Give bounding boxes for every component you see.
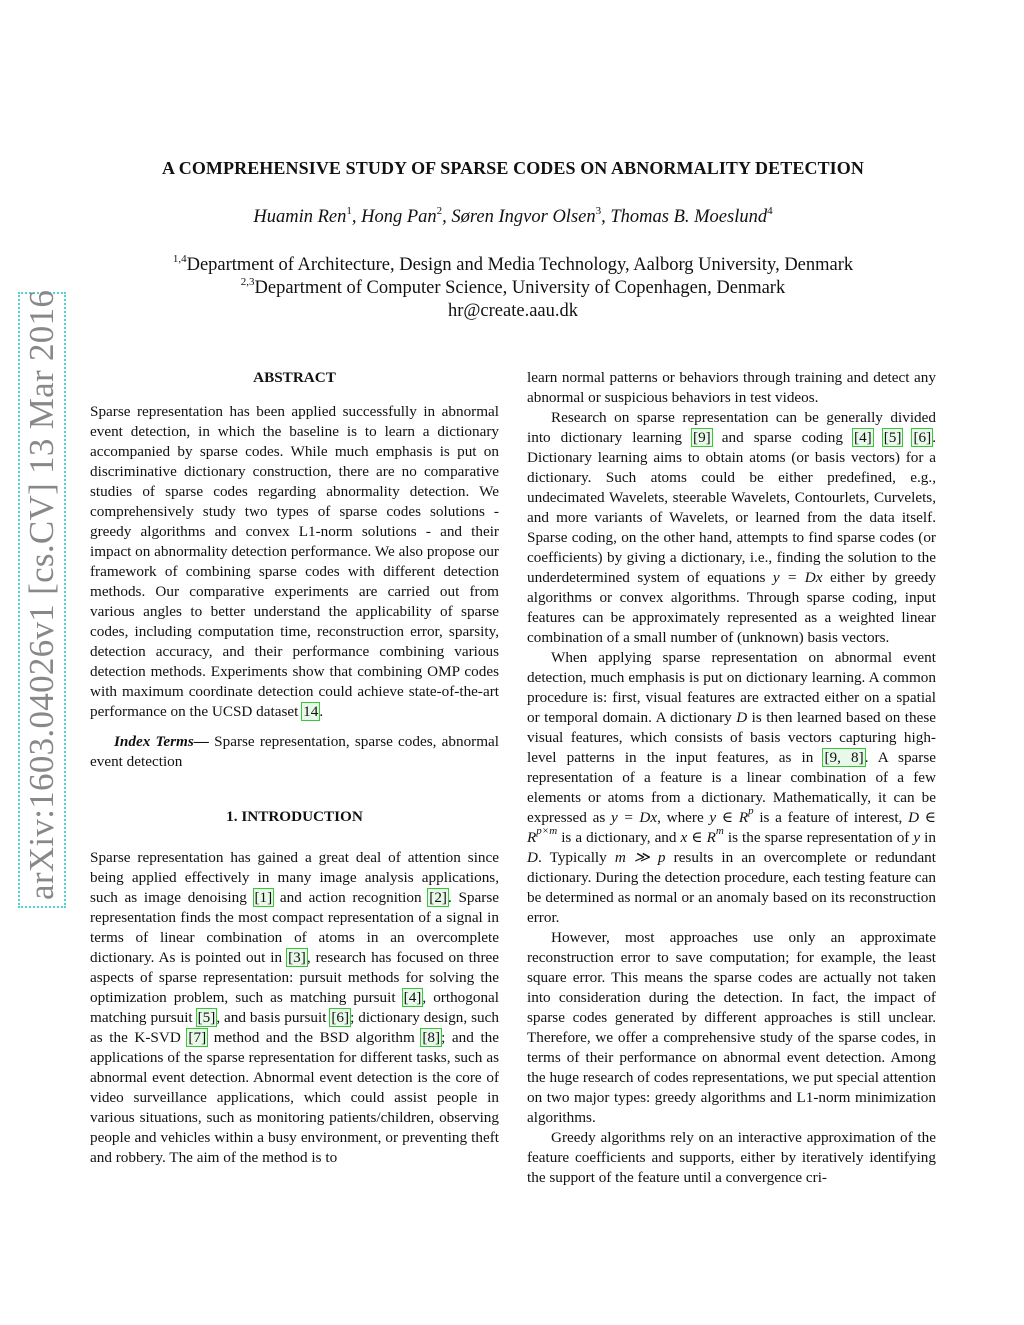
text: method and the BSD algorithm xyxy=(207,1029,422,1046)
author-name: Hong Pan xyxy=(361,207,437,227)
math-superscript: p xyxy=(748,805,754,817)
text: Sparse representation has gained a great deal of attention since being applied effectively in many image analysis applications, such as image denoising xyxy=(90,849,499,906)
affiliation-sup: 1,4 xyxy=(172,253,187,265)
text: is the sparse representation of xyxy=(723,829,914,846)
citation-link[interactable]: [4] xyxy=(854,429,872,446)
right-column xyxy=(527,368,936,1188)
text: ; and the applications of the sparse representation for different tasks, such as abnormal event detection. Abnormal event detection is the core of video surveillance applications, which could assist people in various situations, such as monitoring patients/children, observing people and vehicles within a busy environment, or preventing theft and robbery. The aim of the method is to xyxy=(90,1029,499,1166)
text: results in an overcomplete or redundant dictionary. During the detection procedure, each testing feature can be determined as normal or an anomaly based on its reconstruction error. xyxy=(527,849,936,926)
affiliation-line xyxy=(90,254,936,277)
citation-link[interactable]: [8] xyxy=(422,1029,441,1046)
text: When applying sparse representation on abnormal event detection, much emphasis is put on dictionary learning. A common procedure is: first, visual features are extracted either on a spatial or temporal domain. A dictionary xyxy=(527,649,936,726)
author-name: Søren Ingvor Olsen xyxy=(451,207,596,227)
author-sup: 1 xyxy=(346,205,352,217)
text: , where xyxy=(657,809,710,826)
text: is a feature of interest, xyxy=(753,809,909,826)
affiliation-sup: 2,3 xyxy=(240,276,255,288)
citation-link[interactable]: [5] xyxy=(197,1009,216,1026)
text: Research on sparse representation can be generally divided into dictionary learning xyxy=(527,409,936,446)
index-terms-label: Index Terms— xyxy=(114,733,209,750)
math-expression: y = Dx xyxy=(610,809,658,826)
abstract-text xyxy=(90,402,499,722)
text: ; dictionary design, such as the K-SVD xyxy=(90,1009,499,1046)
text: . Dictionary learning aims to obtain atoms (or basis vectors) for a dictionary. Such atoms could be either predefined, e.g., undecimated Wavelets, steerable Wavelets, Contourlets, Curvelets, and more variants of Wavelets, or learned from the data itself. Sparse coding, on the other hand, attempts to find sparse codes (or coefficients) by giving a dictionary, i.e., finding the solution to the underdetermined system of equations xyxy=(527,429,936,586)
author-sup: 4 xyxy=(767,205,773,217)
author-sup: 3 xyxy=(595,205,602,217)
citation-link[interactable]: [9] xyxy=(693,429,711,446)
left-column xyxy=(90,368,499,1168)
author-name: Thomas B. Moeslund xyxy=(610,207,768,227)
text: is a dictionary, and xyxy=(557,829,681,846)
text: in xyxy=(920,829,936,846)
text xyxy=(902,429,912,446)
text: , research has focused on three aspects of sparse representation: pursuit methods for solving the optimization problem, such as matching pursuit xyxy=(90,949,500,1006)
arxiv-stamp: arXiv:1603.04026v1 [cs.CV] 13 Mar 2016 xyxy=(18,292,66,908)
text: . Typically xyxy=(537,849,615,866)
citation-link[interactable]: [4] xyxy=(403,989,422,1006)
math-expression: y = Dx xyxy=(772,569,823,586)
intro-paragraph-3 xyxy=(527,408,936,648)
citation-link[interactable]: [6] xyxy=(913,429,932,446)
index-terms xyxy=(90,732,499,772)
math-expression: m ≫ p xyxy=(614,849,666,866)
citation-link[interactable]: [5] xyxy=(883,429,902,446)
text xyxy=(873,429,883,446)
paper-title: A COMPREHENSIVE STUDY OF SPARSE CODES ON ABNORMALITY DETECTION xyxy=(162,158,864,178)
citation-link[interactable]: [9, 8] xyxy=(824,749,864,766)
intro-heading: 1. INTRODUCTION xyxy=(226,808,363,825)
text: . Sparse representation finds the most compact representation of a signal in terms of linear combination of atoms in an overcomplete dictionary. As is pointed out in xyxy=(90,889,499,966)
intro-paragraph-4 xyxy=(527,648,936,928)
text: , orthogonal matching pursuit xyxy=(90,989,499,1026)
math-expression: y ∈ R xyxy=(709,809,749,826)
math-superscript: m xyxy=(715,825,724,837)
citation-link[interactable]: [3] xyxy=(288,949,306,966)
author-list: Huamin Ren$^1$, Hong Pan$^2$, Søren Ingvor Olsen$^3$, Thomas B. Moeslund$^4$ xyxy=(253,205,773,227)
intro-paragraph-2: learn normal patterns or behaviors through training and detect any abnormal or suspicious behaviors in test videos. xyxy=(527,369,936,406)
citation-link[interactable]: [7] xyxy=(188,1029,207,1046)
author-name: Huamin Ren xyxy=(253,207,347,227)
citation-link[interactable]: [1] xyxy=(254,889,273,906)
affiliation-text: Department of Architecture, Design and Media Technology, Aalborg University, Denmark xyxy=(186,255,854,275)
index-terms-text: Sparse representation, sparse codes, abnormal event detection xyxy=(90,733,500,770)
math-expression: D xyxy=(527,849,538,866)
intro-paragraph-5: However, most approaches use only an approximate reconstruction error to save computation; for example, the least square error. This means the sparse codes are actually not taken into consideration during the detection. In fact, the impact of sparse codes generated by different approaches is still unclear. Therefore, we offer a comprehensive study of the sparse codes, in terms of their performance on abnormal event detection. Among the huge research of codes representations, we put special attention on two major types: greedy algorithms and L1-norm minimization algorithms. xyxy=(527,929,936,1126)
email: hr@create.aau.dk xyxy=(447,301,578,321)
text: and sparse coding xyxy=(711,429,854,446)
text: , and basis pursuit xyxy=(216,1009,331,1026)
math-superscript: p×m xyxy=(536,825,558,837)
affiliation-text: Department of Computer Science, University of Copenhagen, Denmark xyxy=(254,278,786,298)
math-expression: D xyxy=(736,709,748,726)
intro-paragraph-1 xyxy=(90,848,499,1168)
math-expression: y xyxy=(913,829,921,846)
abstract-heading: ABSTRACT xyxy=(253,369,336,386)
author-sup: 2 xyxy=(436,205,443,217)
intro-paragraph-6: Greedy algorithms rely on an interactive approximation of the feature coefficients and supports, either by iteratively identifying the support of the feature until a convergence cri- xyxy=(527,1129,936,1186)
text: . A sparse representation of a feature is a linear combination of a few elements or atoms from a dictionary. Mathematically, it can be expressed as xyxy=(527,749,936,826)
math-expression: x ∈ R xyxy=(680,829,716,846)
text: and action recognition xyxy=(273,889,429,906)
abstract-end: . xyxy=(319,703,324,720)
affiliation-line xyxy=(90,277,936,300)
abstract-body: Sparse representation has been applied successfully in abnormal event detection, in which the baseline is to learn a dictionary accompanied by sparse codes. While much emphasis is put on discriminative dictionary construction, there are no comparative studies of sparse codes regarding abnormality detection. We comprehensively study two types of sparse codes solutions - greedy algorithms and convex L1-norm solutions - and their impact on abnormality detection performance. We also propose our framework of combining sparse codes with different detection methods. Our comparative experiments are carried out from various angles to better understand the applicability of sparse codes, including computation time, reconstruction error, sparsity, detection accuracy, and their performance combining various detection methods. Experiments show that combining OMP codes with maximum coordinate detection could achieve state-of-the-art performance on the UCSD dataset xyxy=(90,403,499,720)
text: either by greedy algorithms or convex algorithms. Through sparse coding, input features can be approximately represented as a weighted linear combination of a small number of (unknown) basis vectors. xyxy=(527,569,936,646)
citation-link[interactable]: [6] xyxy=(331,1009,350,1026)
math-expression: D ∈ R xyxy=(527,809,936,846)
citation-link[interactable]: [2] xyxy=(429,889,447,906)
text: is then learned based on these visual features, which consists of basis vectors capturing high-level patterns in the input features, as in xyxy=(527,709,936,766)
affiliations xyxy=(90,254,936,323)
citation-link[interactable]: 14 xyxy=(303,703,319,720)
